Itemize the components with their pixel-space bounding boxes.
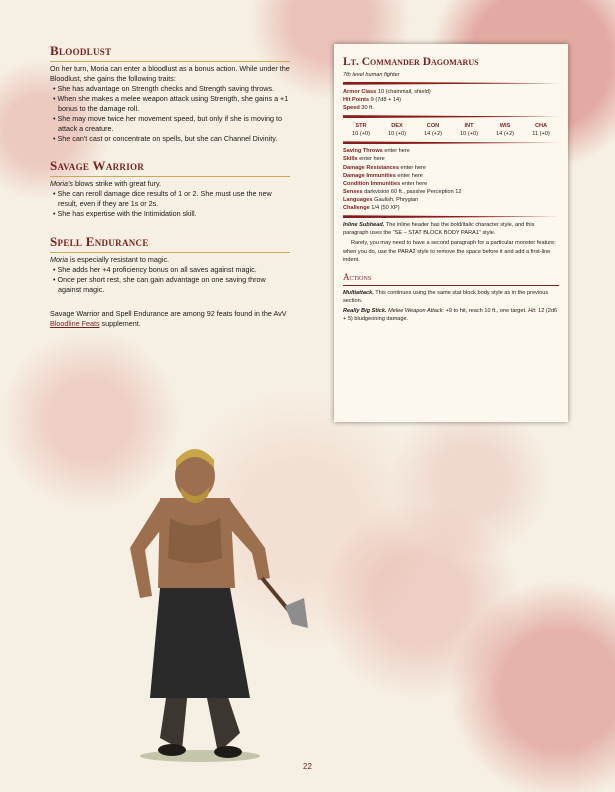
saving-throws: Saving Throws enter here: [343, 148, 410, 155]
bullet-list: [50, 84, 290, 144]
section-bloodlust: [50, 42, 290, 143]
creature-name: Lt. Commander Dagomarus: [343, 56, 479, 68]
list-item: • She has advantage on Strength checks and Strength saving throws.: [50, 84, 290, 94]
challenge: Challenge 1/4 (50 XP): [343, 205, 400, 212]
section-intro: [50, 255, 290, 265]
bullet-list: [50, 189, 290, 219]
closing-text-end: supplement.: [99, 318, 141, 328]
armor-class: Armor Class 10 (chainmail, shield): [343, 88, 431, 95]
senses: Senses darkvision 60 ft., passive Perception 12: [343, 188, 462, 195]
languages: Languages Gaulish, Phrygian: [343, 196, 419, 203]
intro-emphasis: Moria: [50, 255, 68, 265]
section-title: Savage Warrior: [50, 157, 290, 177]
list-item: • She adds her +4 proficiency bonus on all saves against magic.: [50, 265, 290, 275]
section-title: Spell Endurance: [50, 233, 290, 253]
inline-subhead-paragraph: Inline Subhead. The inline header has the bold/italic character style, and this paragraph uses the “SE – STAT BLOCK BODY PARA1” style.: [343, 222, 535, 237]
section-spell-endurance: [50, 233, 290, 295]
action-multiattack: Multiattack. This continues using the same stat block body style as in the previous section.: [343, 289, 549, 304]
bullet-list: [50, 265, 290, 295]
ability-scores: [343, 122, 559, 138]
intro-emphasis: Moria's: [50, 179, 73, 189]
section-intro: On her turn, Moria can enter a bloodlust as a bonus action. While under the Bloodlust, she gains the following traits:: [50, 63, 290, 83]
tapered-rule: [343, 215, 559, 218]
list-item: • Once per short rest, she can gain advantage on one saving throw against magic.: [50, 275, 290, 295]
intro-text: blows strike with great fury.: [72, 179, 162, 189]
damage-resistances: Damage Resistances enter here: [343, 164, 427, 171]
bloodline-feats-link[interactable]: Bloodline Feats: [50, 318, 100, 328]
ability-str: STR 10 (+0): [352, 123, 370, 138]
ability-int: INT 10 (+0): [460, 123, 478, 138]
section-savage-warrior: [50, 157, 290, 219]
intro-text: is especially resistant to magic.: [67, 255, 170, 265]
section-title: Bloodlust: [50, 42, 290, 62]
tapered-rule: [343, 115, 559, 118]
tapered-rule: [343, 141, 559, 144]
list-item: • She can reroll damage dice results of 1 or 2. She must use the new result, even if they are 1s or 2s.: [50, 189, 290, 209]
hit-points: Hit Points 9 (7d8 + 14): [343, 96, 401, 103]
closing-paragraph: [50, 309, 290, 329]
section-intro: [50, 179, 290, 189]
page-number: 22: [303, 762, 312, 771]
closing-text: Savage Warrior and Spell Endurance are among 92 feats found in the AvV: [50, 308, 287, 318]
warrior-illustration: [90, 438, 310, 768]
tapered-rule: [343, 82, 559, 85]
ability-wis: WIS 14 (+2): [496, 123, 514, 138]
skills: Skills enter here: [343, 156, 385, 163]
list-item: • She can't cast or concentrate on spells, but she can Channel Divinity.: [50, 134, 290, 144]
condition-immunities: Condition Immunities enter here: [343, 180, 428, 187]
second-paragraph: Rarely, you may need to have a second paragraph for a particular monster feature; when you do, use the PARA2 style to remove the space before it and add a first-line indent.: [343, 240, 556, 263]
speed: Speed 30 ft.: [343, 105, 374, 111]
list-item: • She may move twice her movement speed, but only if she is moving to attack a creature.: [50, 114, 290, 134]
list-item: • She has expertise with the Intimidation skill.: [50, 209, 290, 219]
ability-cha: CHA 11 (+0): [532, 123, 550, 138]
list-item: • When she makes a melee weapon attack using Strength, she gains a +1 bonus to the damage roll.: [50, 94, 290, 114]
creature-type: 7th level human fighter: [343, 71, 400, 78]
damage-immunities: Damage Immunities enter here: [343, 172, 423, 179]
stat-block: [334, 44, 568, 422]
action-really-big-stick: Really Big Stick. Melee Weapon Attack: +9 to hit, reach 10 ft., one target. Hit: 12 (2d6 + 5) bludgeoning damage.: [343, 308, 558, 323]
left-column: [50, 42, 290, 329]
ability-con: CON 14 (+2): [424, 123, 442, 138]
actions-heading: Actions: [343, 271, 559, 286]
ability-dex: DEX 10 (+0): [388, 123, 406, 138]
